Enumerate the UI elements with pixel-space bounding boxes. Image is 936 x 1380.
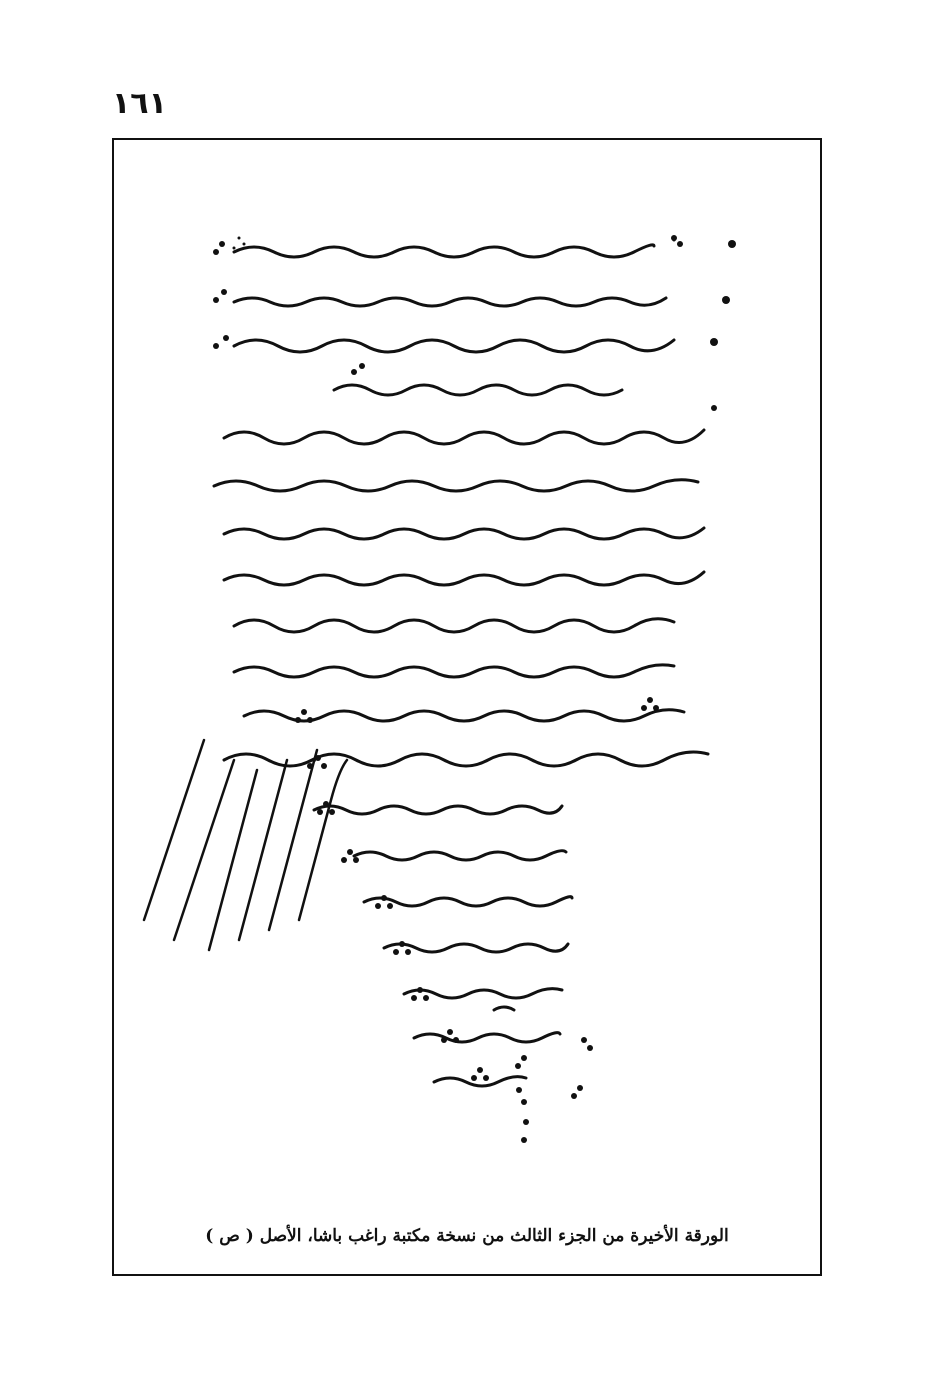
figure-caption: الورقة الأخيرة من الجزء الثالث من نسخة مكتبة راغب باشا، الأصل ( ص ): [205, 1226, 729, 1246]
manuscript-image: [114, 140, 820, 1274]
page-number: ١٦١: [112, 86, 167, 121]
manuscript-frame: [112, 138, 822, 1276]
